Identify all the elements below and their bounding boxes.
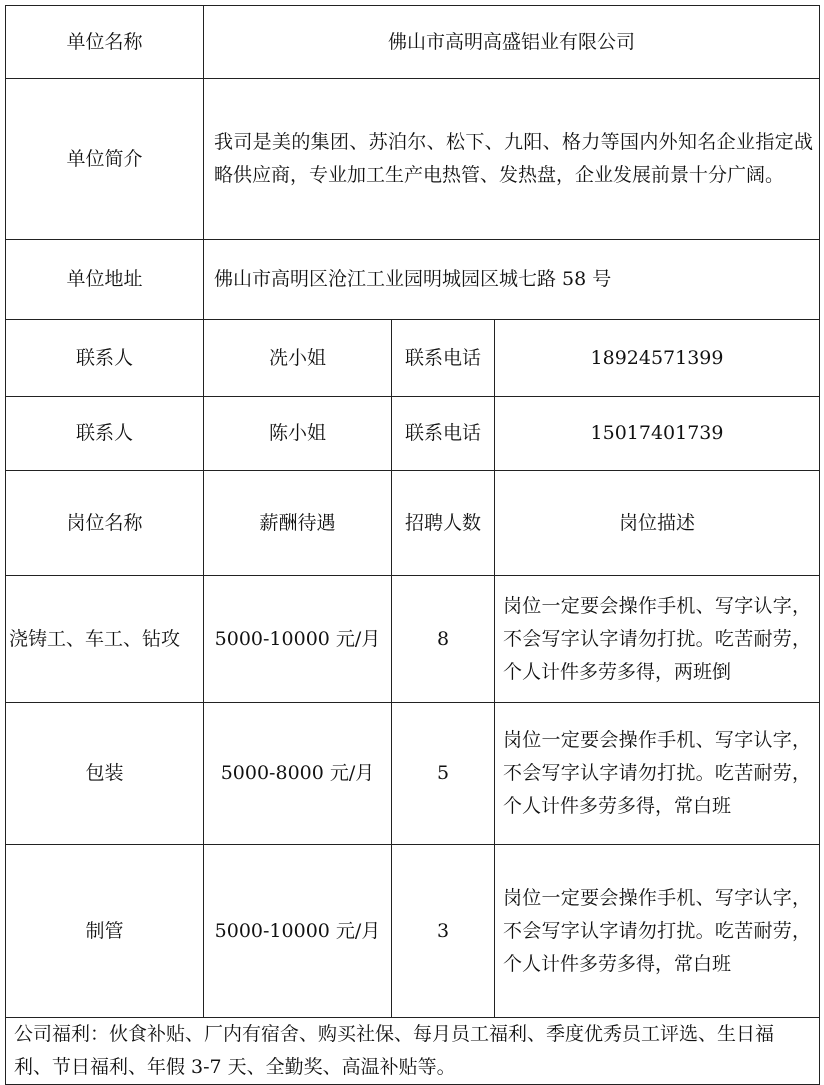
job-description: 岗位一定要会操作手机、写字认字，不会写字认字请勿打扰。吃苦耐劳，个人计件多劳多得，常白班: [495, 845, 820, 1018]
contact-phone: 18924571399: [495, 320, 820, 397]
company-address-row: [6, 240, 820, 320]
job-count: 8: [392, 576, 495, 703]
benefits-text: 公司福利：伙食补贴、厂内有宿舍、购买社保、每月员工福利、季度优秀员工评选、生日福利、节日福利、年假 3-7 天、全勤奖、高温补贴等。: [6, 1018, 820, 1085]
header-salary: 薪酬待遇: [204, 471, 392, 576]
contact-row: [6, 320, 820, 397]
contact-name: 冼小姐: [204, 320, 392, 397]
company-name: 佛山市高明高盛铝业有限公司: [204, 6, 820, 79]
company-intro-label: 单位简介: [6, 79, 204, 240]
contact-row: [6, 397, 820, 471]
company-address: 佛山市高明区沧江工业园明城园区城七路 58 号: [204, 240, 820, 320]
job-position: 包装: [6, 703, 204, 845]
job-row: [6, 703, 820, 845]
header-position: 岗位名称: [6, 471, 204, 576]
header-description: 岗位描述: [495, 471, 820, 576]
company-intro-row: [6, 79, 820, 240]
job-position: 浇铸工、车工、钻攻: [6, 576, 204, 703]
job-row: [6, 576, 820, 703]
job-salary: 5000-8000 元/月: [204, 703, 392, 845]
company-intro: 我司是美的集团、苏泊尔、松下、九阳、格力等国内外知名企业指定战略供应商，专业加工生产电热管、发热盘，企业发展前景十分广阔。: [204, 79, 820, 240]
company-address-label: 单位地址: [6, 240, 204, 320]
job-salary: 5000-10000 元/月: [204, 576, 392, 703]
job-description: 岗位一定要会操作手机、写字认字，不会写字认字请勿打扰。吃苦耐劳，个人计件多劳多得，两班倒: [495, 576, 820, 703]
job-count: 3: [392, 845, 495, 1018]
contact-label: 联系人: [6, 397, 204, 471]
contact-label: 联系人: [6, 320, 204, 397]
contact-name: 陈小姐: [204, 397, 392, 471]
job-salary: 5000-10000 元/月: [204, 845, 392, 1018]
jobs-header-row: [6, 471, 820, 576]
job-row: [6, 845, 820, 1018]
recruitment-table: [5, 5, 820, 1085]
contact-phone-label: 联系电话: [392, 320, 495, 397]
company-name-row: [6, 6, 820, 79]
job-count: 5: [392, 703, 495, 845]
job-description: 岗位一定要会操作手机、写字认字，不会写字认字请勿打扰。吃苦耐劳，个人计件多劳多得，常白班: [495, 703, 820, 845]
contact-phone: 15017401739: [495, 397, 820, 471]
job-position: 制管: [6, 845, 204, 1018]
benefits-row: [6, 1018, 820, 1085]
header-count: 招聘人数: [392, 471, 495, 576]
company-name-label: 单位名称: [6, 6, 204, 79]
contact-phone-label: 联系电话: [392, 397, 495, 471]
